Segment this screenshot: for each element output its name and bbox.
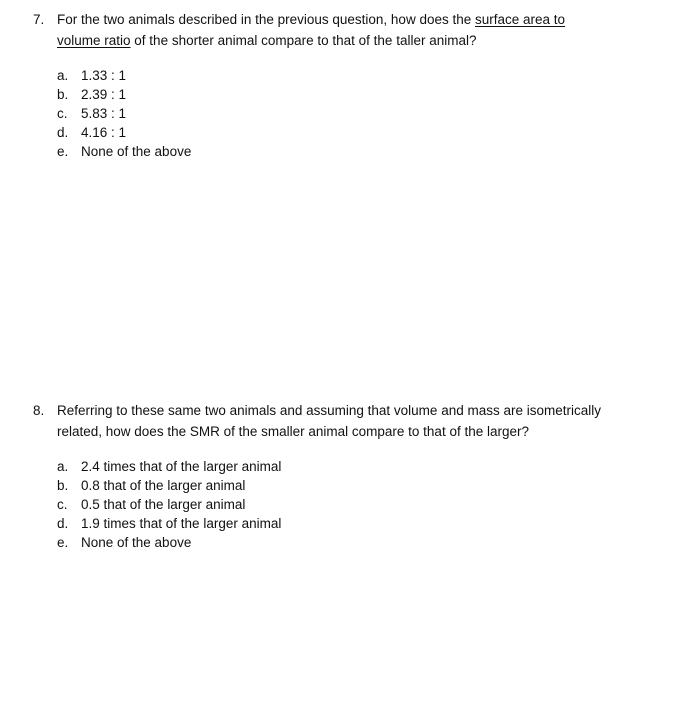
question-8-options bbox=[57, 457, 673, 552]
question-7-text-before: For the two animals described in the previous question, how does the bbox=[57, 12, 475, 27]
option-text: 1.33 : 1 bbox=[81, 68, 127, 83]
option-text: 4.16 : 1 bbox=[81, 125, 127, 140]
question-7-line-2 bbox=[33, 30, 673, 51]
option-item bbox=[57, 476, 673, 495]
option-text: 0.5 that of the larger animal bbox=[81, 497, 246, 512]
option-letter: a. bbox=[57, 459, 69, 474]
option-letter: b. bbox=[57, 478, 69, 493]
option-item bbox=[57, 533, 673, 552]
question-8-text-line-1: Referring to these same two animals and assuming that volume and mass are isometrically bbox=[57, 403, 601, 418]
question-7 bbox=[33, 9, 673, 161]
option-item bbox=[57, 104, 673, 123]
option-letter: d. bbox=[57, 125, 69, 140]
option-item bbox=[57, 514, 673, 533]
option-letter: e. bbox=[57, 535, 69, 550]
question-7-underlined-term-1: surface area to bbox=[475, 12, 566, 27]
option-item bbox=[57, 85, 673, 104]
option-letter: d. bbox=[57, 516, 69, 531]
question-7-underlined-term-2: volume ratio bbox=[57, 33, 131, 48]
question-7-options bbox=[57, 66, 673, 161]
option-text: 2.39 : 1 bbox=[81, 87, 127, 102]
option-item bbox=[57, 123, 673, 142]
option-text: 1.9 times that of the larger animal bbox=[81, 516, 282, 531]
option-letter: c. bbox=[57, 497, 68, 512]
question-7-text-after: of the shorter animal compare to that of the taller animal? bbox=[130, 33, 477, 48]
question-8-text-line-2: related, how does the SMR of the smaller animal compare to that of the larger? bbox=[57, 424, 529, 439]
option-item bbox=[57, 142, 673, 161]
option-letter: b. bbox=[57, 87, 69, 102]
question-7-number: 7. bbox=[33, 12, 45, 27]
option-letter: c. bbox=[57, 106, 68, 121]
option-item bbox=[57, 457, 673, 476]
question-8-line-2 bbox=[33, 421, 673, 442]
question-8-line-1 bbox=[33, 400, 673, 421]
option-text: 0.8 that of the larger animal bbox=[81, 478, 246, 493]
question-8 bbox=[33, 400, 673, 552]
question-8-number: 8. bbox=[33, 403, 45, 418]
option-text: 5.83 : 1 bbox=[81, 106, 127, 121]
option-text: None of the above bbox=[81, 144, 192, 159]
option-item bbox=[57, 495, 673, 514]
option-text: None of the above bbox=[81, 535, 192, 550]
option-item bbox=[57, 66, 673, 85]
option-letter: a. bbox=[57, 68, 69, 83]
option-letter: e. bbox=[57, 144, 69, 159]
question-7-text bbox=[57, 9, 673, 30]
question-7-line-1 bbox=[33, 9, 673, 30]
option-text: 2.4 times that of the larger animal bbox=[81, 459, 282, 474]
